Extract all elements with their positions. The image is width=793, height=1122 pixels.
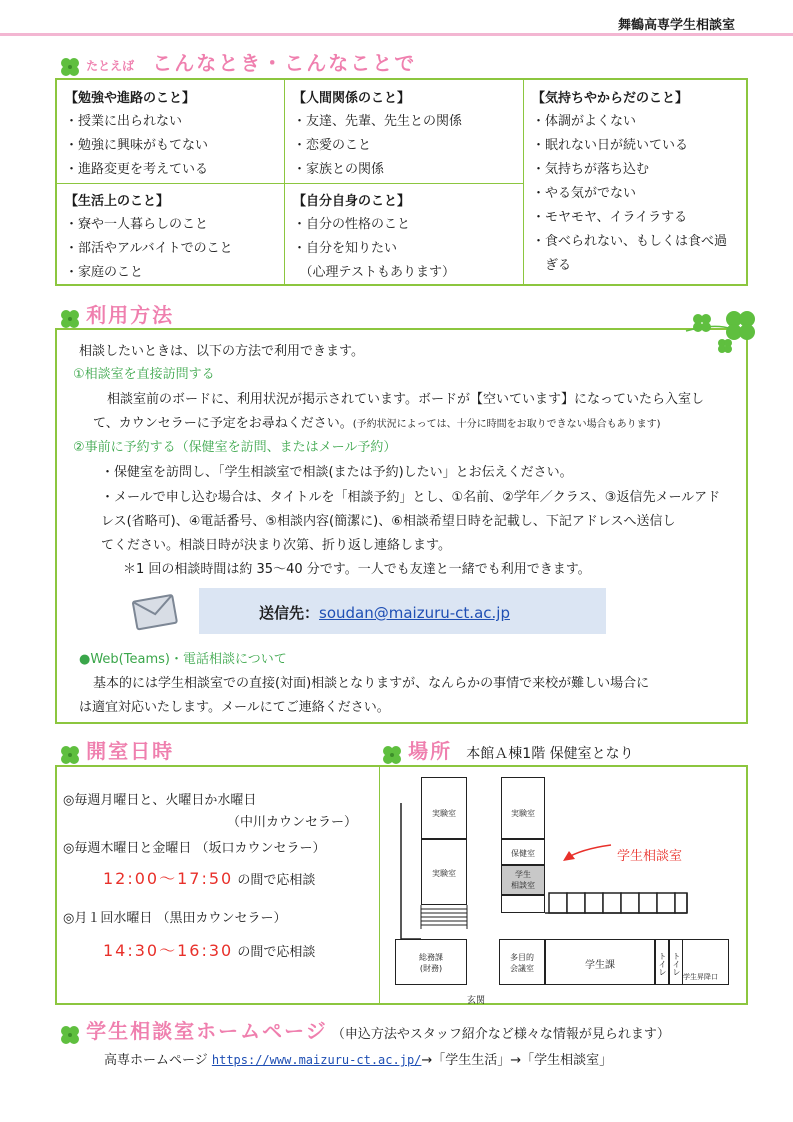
list-item: ・眠れない日が続いている [532,138,689,153]
method2-note: ＊1 回の相談時間は約 35～40 分です。一人でも友達と一緒でも利用できます。 [123,562,591,577]
schedule-line3: ◎毎週木曜日と金曜日 （坂口カウンセラー） [63,841,326,856]
corridor [501,895,545,913]
list-item: ・食べられない、もしくは食べ過 [532,234,728,249]
mail-icon [131,592,181,634]
list-item: ・授業に出られない [65,114,183,129]
list-item: ・勉強に興味がもてない [65,138,209,153]
list-item: ・自分を知りたい [293,241,398,256]
list-item: ・恋愛のこと [293,138,372,153]
room-lab-1: 実験室 [421,777,467,839]
examples-title: こんなとき・こんなことで [152,51,417,75]
cell-heading: 【勉強や進路のこと】 [65,91,196,106]
schedule-time1-row: 12:00～17:50 の間で応相談 [103,869,316,888]
homepage-heading [58,1015,670,1047]
cell-heading: 【人間関係のこと】 [293,91,411,106]
room-toilet-1: トイレ [655,939,669,985]
web-title: ●Web(Teams)・電話相談について [79,652,287,667]
method1-title: ①相談室を直接訪問する [73,367,215,382]
method2-line1: ・保健室を訪問し、「学生相談室で相談(または予約)したい」とお伝えください。 [101,465,573,480]
floor-map [381,767,746,1006]
send-label: 送信先： [259,604,320,622]
counseling-callout: 学生相談室 [617,849,683,864]
room-health: 保健室 [501,839,545,865]
clover-decoration-icon [684,303,768,355]
cell-heading: 【自分自身のこと】 [293,194,411,209]
cell-relationships [285,84,523,186]
schedule-place-box [55,765,748,1005]
student-entrance: 学生昇降口 [683,939,729,985]
usage-intro: 相談したいときは、以下の方法で利用できます。 [79,344,364,359]
web-line1: 基本的には学生相談室での直接(対面)相談となりますが、なんらかの事情で来校が難しい場合に [93,676,650,691]
homepage-title: 学生相談室ホームページ [86,1019,328,1043]
clover-icon [58,743,82,767]
method2-line3: レス(省略可)、④電話番号、⑤相談内容(簡潔に)、⑥相談希望日時を記載し、下記アドレスへ送信し [101,514,676,529]
cell-feelings [524,84,746,282]
room-toilet-2: トイレ [669,939,683,985]
clover-icon [380,743,404,767]
examples-heading [58,47,416,79]
clover-icon [58,55,82,79]
header-org: 舞鶴高専学生相談室 [617,18,735,33]
room-counseling: 学生 相談室 [501,865,545,895]
list-item: ・自分の性格のこと [293,217,411,232]
method2-line4: てください。相談日時が決まり次第、折り返し連絡します。 [101,538,451,553]
homepage-path: 高専ホームページ https://www.maizuru-ct.ac.jp/→「学生生活」→「学生相談室」 [104,1053,613,1068]
clover-icon [58,1023,82,1047]
place-desc: 本館Ａ棟1階 保健室となり [466,746,634,762]
time-range-2: 14:30～16:30 [103,941,234,960]
examples-prefix: たとえば [86,59,135,73]
method1-line1: 相談室前のボードに、利用状況が掲示されています。ボードが【空いています】になっていたら入室し [107,392,704,407]
list-item: ぎる [532,258,572,273]
list-item: ・モヤモヤ、イライラする [532,210,688,225]
method2-title: ②事前に予約する（保健室を訪問、またはメール予約） [73,440,397,455]
list-item: ・気持ちが落ち込む [532,162,650,177]
method1-note: (予約状況によっては、十分に時間をお取りできない場合もあります) [352,419,661,430]
method1-line2: て、カウンセラーに予定をお尋ねください。(予約状況によっては、十分に時間をお取りできない場合もあります) [93,416,661,431]
homepage-url-link[interactable]: https://www.maizuru-ct.ac.jp/ [211,1053,422,1067]
room-lab-3: 実験室 [501,777,545,839]
map-entrance-label: 玄関 [467,996,486,1006]
room-general-affairs: 総務課 (財務) [395,939,467,985]
clover-icon [58,307,82,331]
list-item: ・家庭のこと [65,265,144,280]
cell-life [57,187,284,289]
room-lab-2: 実験室 [421,839,467,905]
homepage-subtitle: （申込方法やスタッフ紹介など様々な情報が見られます） [331,1027,670,1042]
place-heading [380,735,634,767]
place-title: 場所 [408,739,453,763]
cell-heading: 【気持ちやからだのこと】 [532,91,689,106]
cell-self [285,187,523,289]
list-item: ・部活やアルバイトでのこと [65,241,233,256]
email-bar [199,588,606,634]
schedule-title: 開室日時 [86,739,175,763]
list-item: ・体調がよくない [532,114,637,129]
time-range-1: 12:00～17:50 [103,869,234,888]
list-item: ・家族との関係 [293,162,385,177]
list-item: ・進路変更を考えている [65,162,209,177]
usage-title: 利用方法 [86,303,175,327]
web-line2: は適宜対応いたします。メールにてご連絡ください。 [79,700,390,715]
header-divider [0,33,793,36]
method2-line2: ・メールで申し込む場合は、タイトルを「相談予約」とし、①名前、②学年／クラス、③返信先メールアド [101,490,721,505]
list-item: ・寮や一人暮らしのこと [65,217,209,232]
list-item: （心理テストもあります） [293,265,455,280]
list-item: ・友達、先輩、先生との関係 [293,114,463,129]
examples-box [55,78,748,286]
usage-box [55,328,748,724]
cell-study [57,84,284,186]
cell-heading: 【生活上のこと】 [65,194,170,209]
schedule-time2-row: 14:30～16:30 の間で応相談 [103,941,316,960]
usage-heading [58,299,174,331]
schedule-line1: ◎毎週月曜日と、火曜日か水曜日 [63,793,257,808]
room-multipurpose: 多目的 会議室 [499,939,545,985]
schedule-line2: （中川カウンセラー） [227,815,358,830]
email-link[interactable]: soudan@maizuru-ct.ac.jp [319,604,510,622]
room-student-affairs: 学生課 [545,939,655,985]
schedule-line4: ◎月１回水曜日 （黒田カウンセラー） [63,911,287,926]
schedule-heading [58,735,174,767]
list-item: ・やる気がでない [532,186,637,201]
